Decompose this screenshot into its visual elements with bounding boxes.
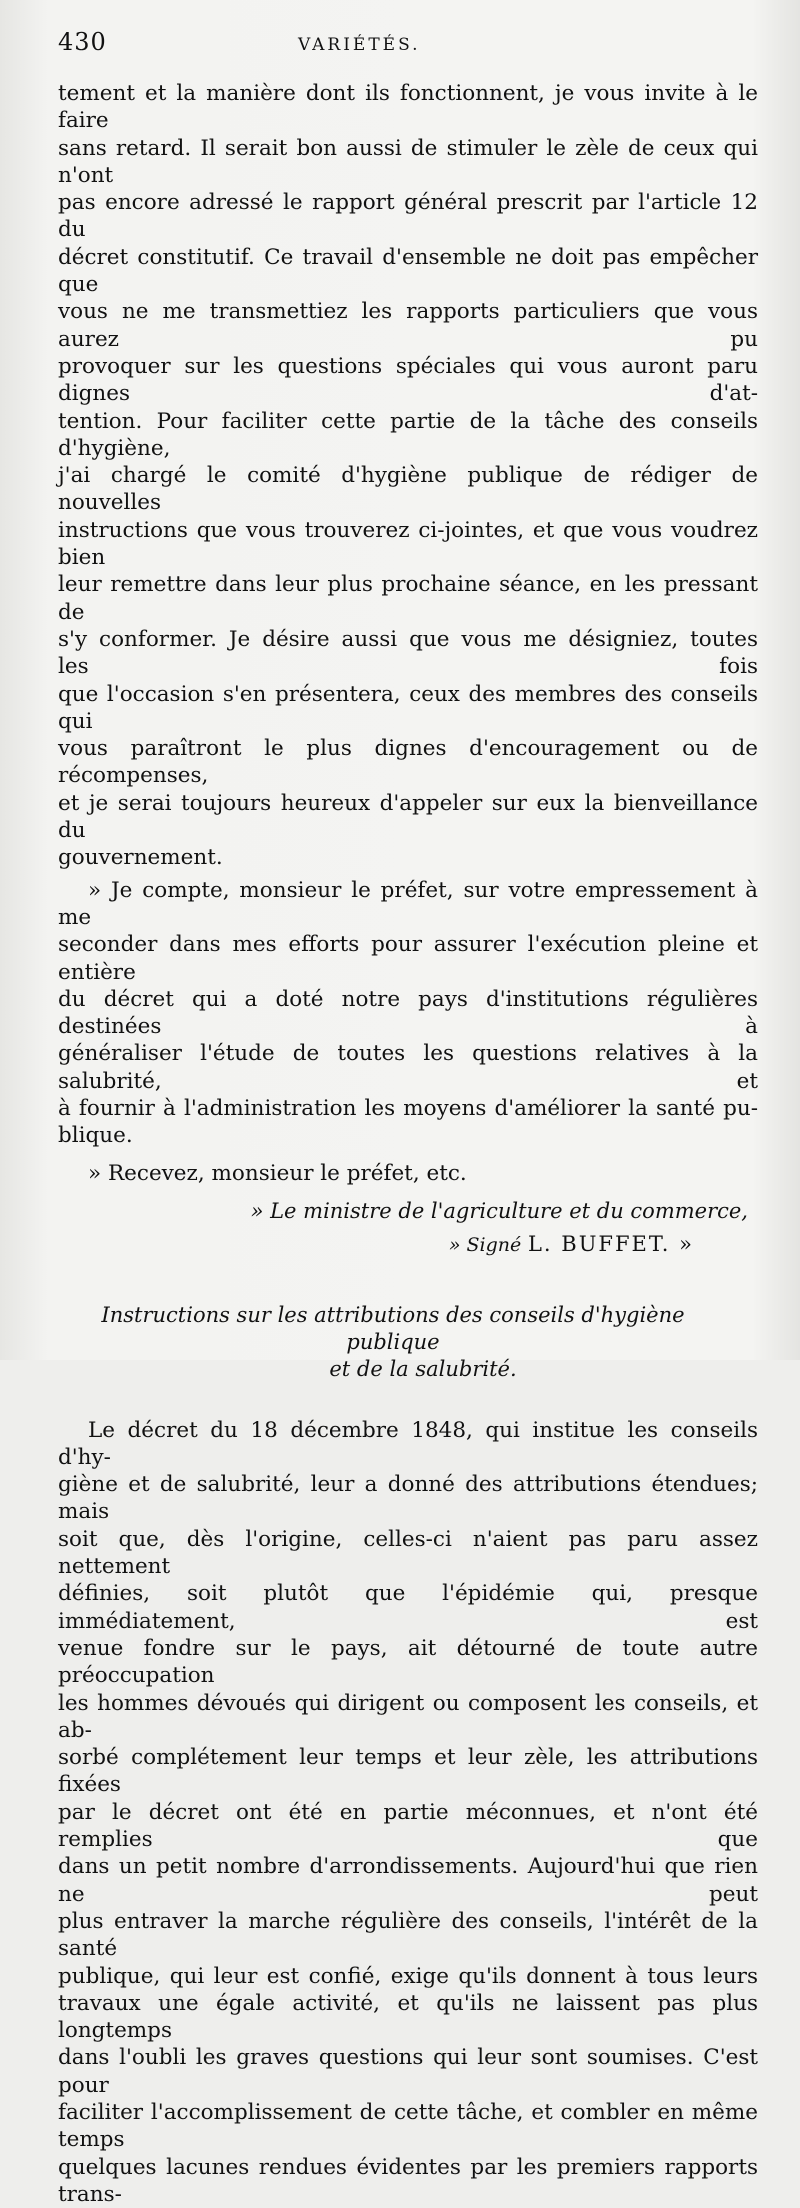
signed-prefix: » Signé <box>448 1233 522 1256</box>
text-line: quelques lacunes rendues évidentes par les premiers rapports trans- <box>58 2154 758 2207</box>
closing-text: » Recevez, monsieur le préfet, etc. <box>88 1160 467 1186</box>
text-line: j'ai chargé le comité d'hygiène publique de rédiger de nouvelles <box>58 463 758 516</box>
paragraph-compte <box>58 877 758 1150</box>
text-line: publique, qui leur est confié, exige qu'ils donnent à tous leurs <box>58 1963 758 1989</box>
text-line: Le décret du 18 décembre 1848, qui institue les conseils d'hy- <box>58 1417 758 1470</box>
text-line: généraliser l'étude de toutes les questions relatives à la salubrité, et <box>58 1041 758 1094</box>
page-number: 430 <box>58 28 107 56</box>
text-line: plus entraver la marche régulière des conseils, l'intérêt de la santé <box>58 1908 758 1962</box>
signatory-name: L. BUFFET. » <box>527 1231 694 1256</box>
text-line: du décret qui a doté notre pays d'institutions régulières destinées à <box>58 986 758 1040</box>
text-line: par le décret ont été en partie méconnues, et n'ont été remplies que <box>58 1799 758 1853</box>
text-line: vous paraîtront le plus dignes d'encouragement ou de récompenses, <box>58 736 758 789</box>
section-title <box>58 1302 758 1383</box>
text-line: et je serai toujours heureux d'appeler sur eux la bienveillance du <box>58 790 758 844</box>
text-line: tement et la manière dont ils fonctionnent, je vous invite à le faire <box>58 81 758 134</box>
text-line: sorbé complétement leur temps et leur zèle, les attributions fixées <box>58 1745 758 1798</box>
page-header <box>58 28 758 80</box>
text-line: à fournir à l'administration les moyens d'améliorer la santé pu- <box>58 1095 758 1121</box>
text-line: seconder dans mes efforts pour assurer l'exécution pleine et entière <box>58 932 758 985</box>
text-line: leur remettre dans leur plus prochaine séance, en les pressant de <box>58 572 758 625</box>
section-title-line-2: et de la salubrité. <box>329 1356 517 1381</box>
text-line: les hommes dévoués qui dirigent ou composent les conseils, et ab- <box>58 1690 758 1743</box>
text-line: décret constitutif. Ce travail d'ensemble ne doit pas empêcher que <box>58 244 758 298</box>
text-line: sans retard. Il serait bon aussi de stimuler le zèle de ceux qui n'ont <box>58 135 758 188</box>
text-line: gouvernement. <box>58 845 223 871</box>
text-line: provoquer sur les questions spéciales qui vous auront paru dignes d'at- <box>58 353 758 407</box>
text-line: pas encore adressé le rapport général prescrit par l'article 12 du <box>58 190 758 243</box>
text-line: venue fondre sur le pays, ait détourné de toute autre préoccupation <box>58 1635 758 1689</box>
section-title-line-1: Instructions sur les attributions des conseils d'hygiène publique <box>101 1302 685 1354</box>
signature-line <box>58 1232 758 1256</box>
text-line: dans l'oubli les graves questions qui leur sont soumises. C'est pour <box>58 2045 758 2098</box>
running-title: VARIÉTÉS. <box>298 35 421 55</box>
paragraph-instructions <box>58 1417 758 2208</box>
text-line: blique. <box>58 1123 133 1149</box>
text-line: s'y conformer. Je désire aussi que vous me désigniez, toutes les fois <box>58 626 758 680</box>
text-line: travaux une égale activité, et qu'ils ne laissent pas plus longtemps <box>58 1990 758 2044</box>
closing-line <box>58 1160 758 1187</box>
text-line: giène et de salubrité, leur a donné des attributions étendues; mais <box>58 1472 758 1525</box>
text-line: instructions que vous trouverez ci-jointes, et que vous voudrez bien <box>58 517 758 571</box>
text-line: définies, soit plutôt que l'épidémie qui, presque immédiatement, est <box>58 1581 758 1634</box>
text-line: que l'occasion s'en présentera, ceux des membres des conseils qui <box>58 681 758 734</box>
text-line: faciliter l'accomplissement de cette tâche, et combler en même temps <box>58 2100 759 2153</box>
text-line: tention. Pour faciliter cette partie de la tâche des conseils d'hygiène, <box>58 408 758 461</box>
text-line: dans un petit nombre d'arrondissements. Aujourd'hui que rien ne peut <box>58 1854 758 1907</box>
text-line: vous ne me transmettiez les rapports particuliers que vous aurez pu <box>58 299 758 352</box>
minister-line: » Le ministre de l'agriculture et du commerce, <box>250 1198 748 1223</box>
text-line: soit que, dès l'origine, celles-ci n'aient pas paru assez nettement <box>58 1526 758 1580</box>
text-line: » Je compte, monsieur le préfet, sur votre empressement à me <box>58 877 758 930</box>
paragraph-letter-body <box>58 80 758 872</box>
